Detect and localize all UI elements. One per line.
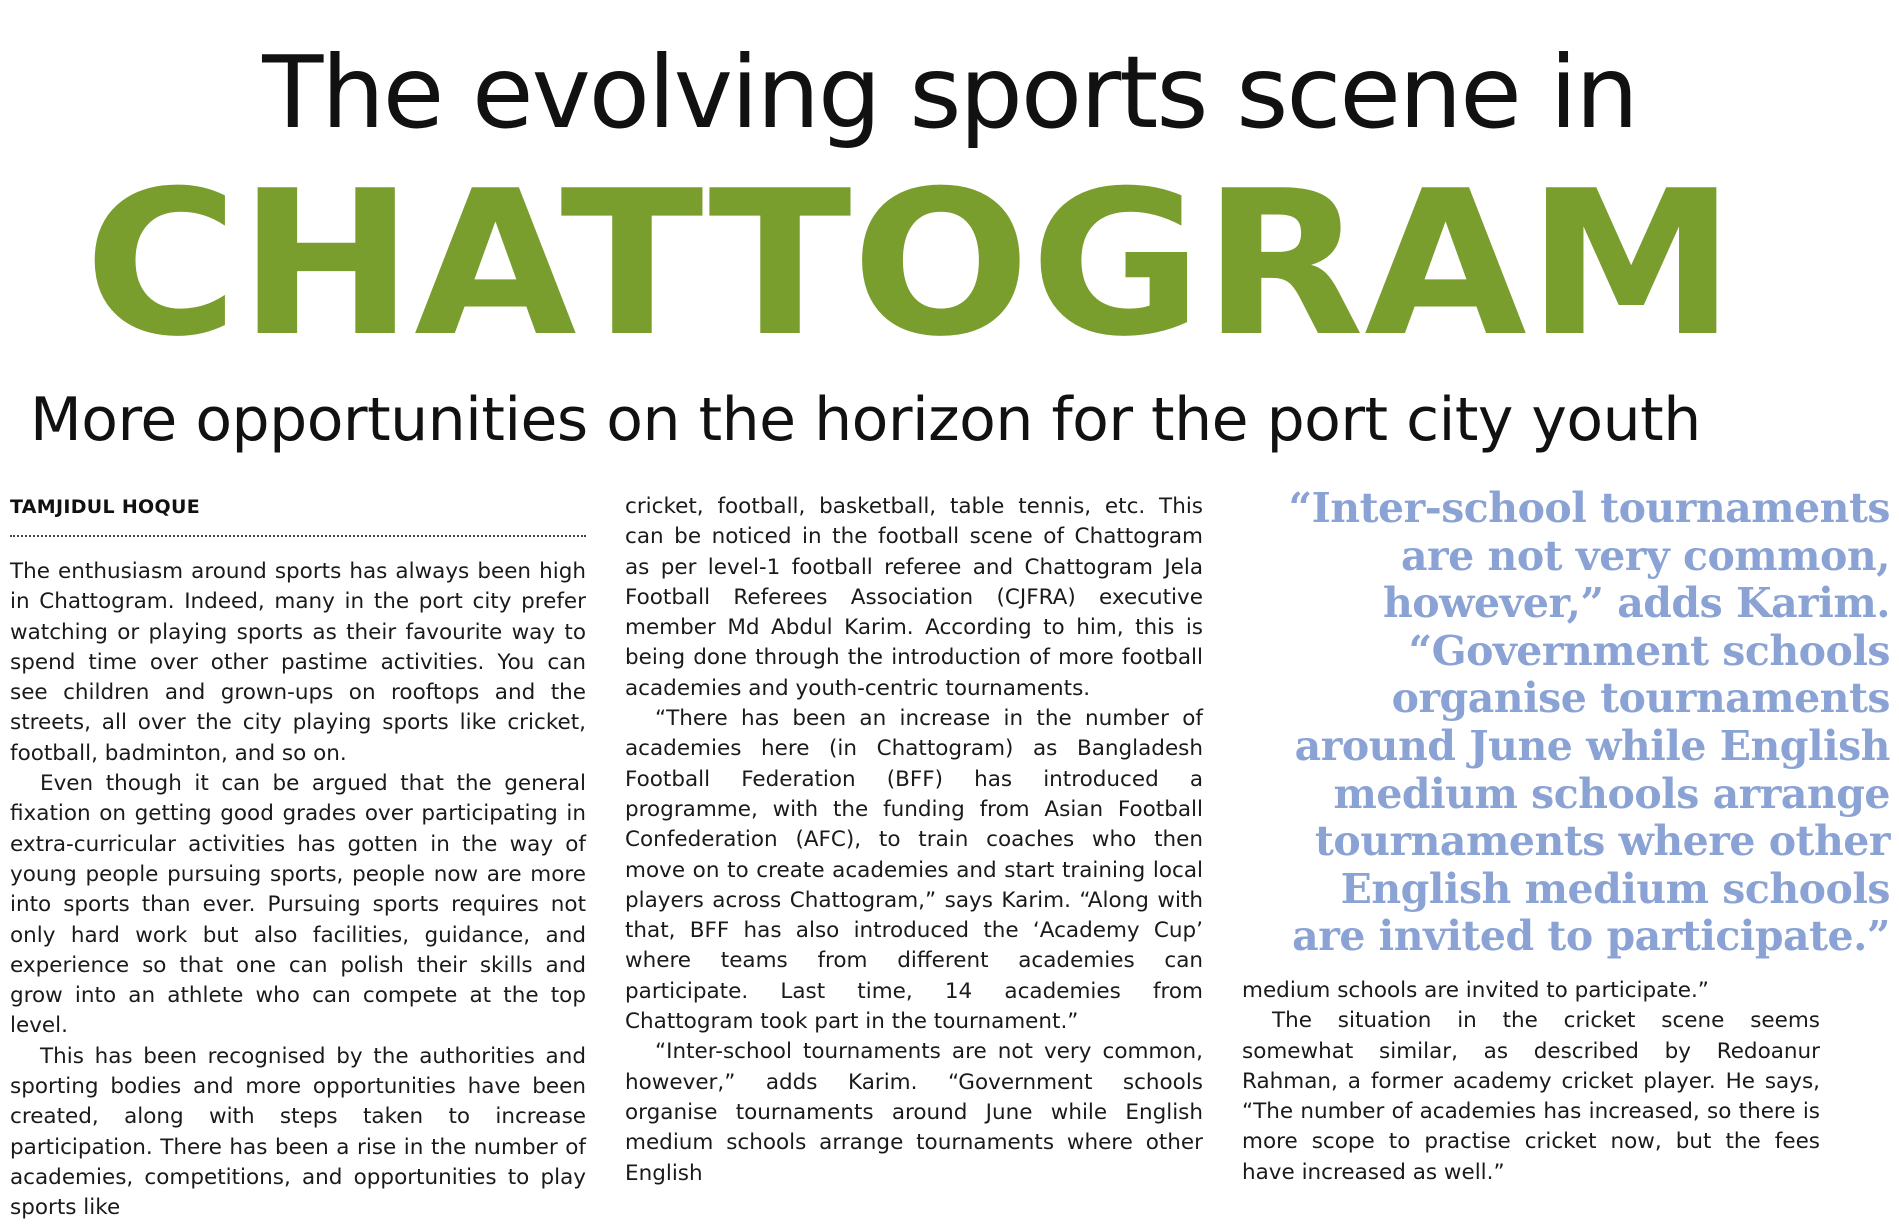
subheading: More opportunities on the horizon for the port city youth [30,385,1701,455]
article-column-2 [625,492,1203,1189]
paragraph: Even though it can be argued that the general fixation on getting good grades over participating in extra-curricular activities has gotten in the way of young people pursuing sports, people now are more into sports than ever. Pursuing sports requires not only hard work but also facilities, guidance, and experience so that one can polish their skills and grow into an athlete who can compete at the top level. [10,771,586,1039]
pull-quote: “Inter-school tournaments are not very common, however,” adds Karim. “Government schools organise tournaments around June while English medium schools arrange tournaments where other English medium schools are invited to participate.” [1288,484,1890,961]
paragraph: medium schools are invited to participate.” [1242,978,1709,1003]
headline-big-word: CHATTOGRAM [84,148,1736,381]
paragraph: “There has been an increase in the number of academies here (in Chattogram) as Bangladesh Football Federation (BFF) has introduced a programme, with the funding from Asian Football Confederation (AFC), to train coaches who then move on to create academies and start training local players across Chattogram,” says Karim. “Along with that, BFF has also introduced the ‘Academy Cup’ where teams from different academies can participate. Last time, 14 academies from Chattogram took part in the tournament.” [625,706,1203,1035]
article-column-1 [10,557,586,1224]
paragraph: This has been recognised by the authorities and sporting bodies and more opportunities have been created, along with steps taken to increase participation. There has been a rise in the number of academies, competitions, and opportunities to play sports like [10,1043,586,1221]
article-column-3 [1242,976,1820,1188]
paragraph: cricket, football, basketball, table tennis, etc. This can be noticed in the football scene of Chattogram as per level-1 football referee and Chattogram Jela Football Referees Association (CJFRA) executive member Md Abdul Karim. According to him, this is being done through the introduction of more football academies and youth-centric tournaments. [625,494,1203,701]
byline: TAMJIDUL HOQUE [10,495,586,537]
paragraph: The enthusiasm around sports has always been high in Chattogram. Indeed, many in the port city prefer watching or playing sports as their favourite way to spend time over other pastime activities. You can see children and grown-ups on rooftops and the streets, all over the city playing sports like cricket, football, badminton, and so on. [10,559,586,766]
paragraph: “Inter-school tournaments are not very common, however,” adds Karim. “Government schools organise tournaments around June while English medium schools arrange tournaments where other English [625,1039,1203,1186]
paragraph: The situation in the cricket scene seems somewhat similar, as described by Redoanur Rahman, a former academy cricket player. He says, “The number of academies has increased, so there is more scope to practise cricket now, but the fees have increased as well.” [1242,1008,1820,1185]
headline-top-line: The evolving sports scene in [262,34,1637,151]
